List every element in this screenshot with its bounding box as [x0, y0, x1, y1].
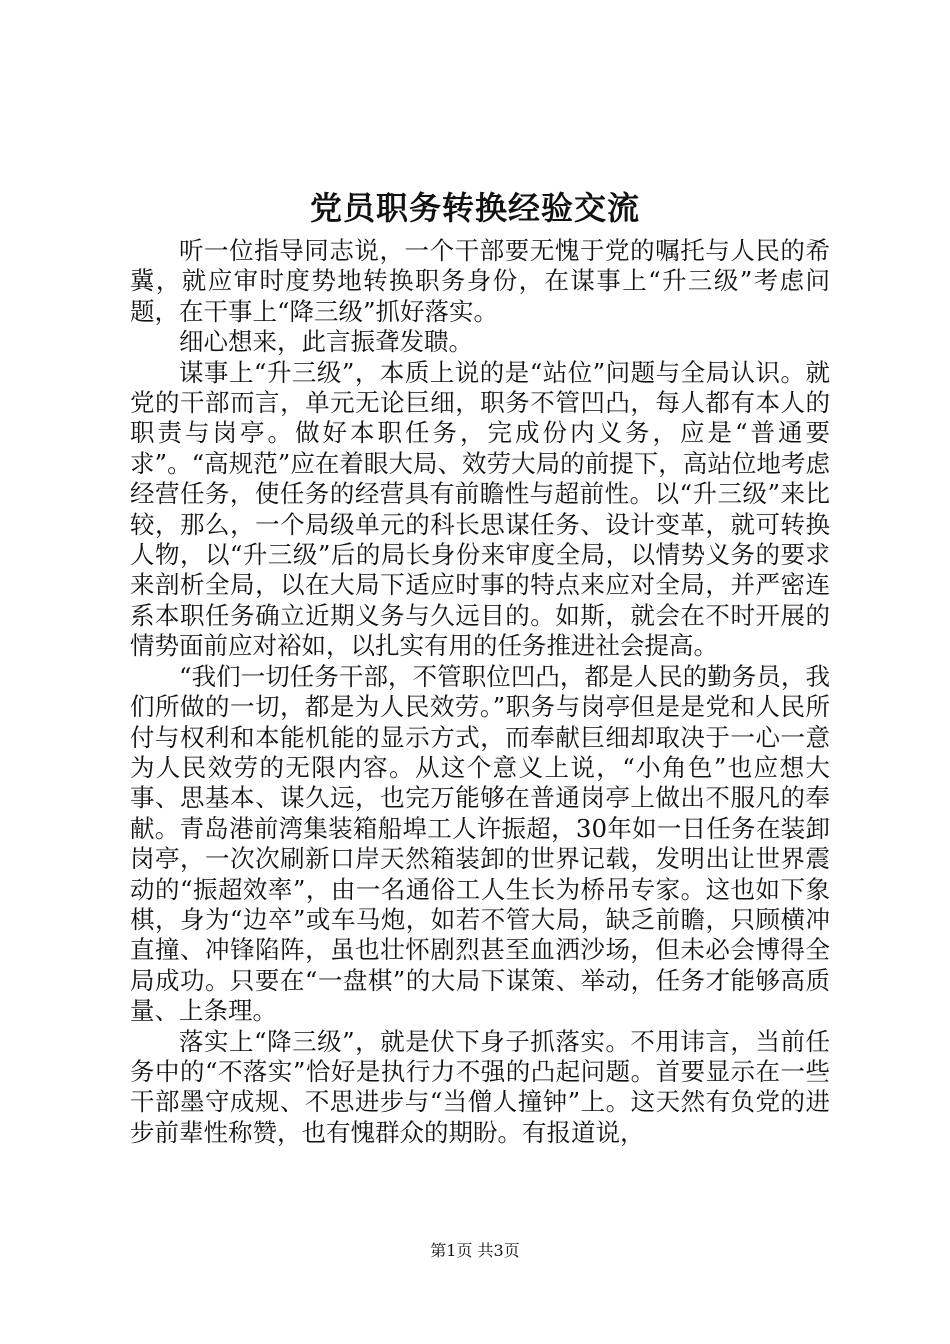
paragraph-5: 落实上“降三级”，就是伏下身子抓落实。不用讳言，当前任务中的“不落实”恰好是执行力不强的凸起问题。首要显示在一些干部墨守成规、不思进步与“当僧人撞钟”上。这天然有负党的进步前辈性称赞，也有愧群众的期盼。有报道说，: [130, 1026, 830, 1147]
page-indicator: 第1页 共3页: [430, 1241, 520, 1260]
page-footer: [0, 1240, 950, 1262]
paragraph-3: 谋事上“升三级”，本质上说的是“站位”问题与全局认识。就党的干部而言，单元无论巨细，职务不管凹凸，每人都有本人的职责与岗亭。做好本职任务，完成份内义务，应是“普通要求”。“高规范”应在着眼大局、效劳大局的前提下，高站位地考虑经营任务，使任务的经营具有前瞻性与超前性。以“升三级”来比较，那么，一个局级单元的科长思谋任务、设计变革，就可转换人物，以“升三级”后的局长身份来审度全局，以情势义务的要求来剖析全局，以在大局下适应时事的特点来应对全局，并严密连系本职任务确立近期义务与久远目的。如斯，就会在不时开展的情势面前应对裕如，以扎实有用的任务推进社会提高。: [130, 357, 830, 661]
paragraph-1: 听一位指导同志说，一个干部要无愧于党的嘱托与人民的希冀，就应审时度势地转换职务身份，在谋事上“升三级”考虑问题，在干事上“降三级”抓好落实。: [130, 236, 830, 326]
paragraph-4: “我们一切任务干部，不管职位凹凸，都是人民的勤务员，我们所做的一切，都是为人民效劳。”职务与岗亭但是是党和人民所付与权利和本能机能的显示方式，而奉献巨细却取决于一心一意为人民效劳的无限内容。从这个意义上说，“小角色”也应想大事、思基本、谋久远，也完万能够在普通岗亭上做出不服凡的奉献。青岛港前湾集装箱船埠工人许振超，30年如一日任务在装卸岗亭，一次次刷新口岸天然箱装卸的世界记载，发明出让世界震动的“振超效率”，由一名通俗工人生长为桥吊专家。这也如下象棋，身为“边卒”或车马炮，如若不管大局，缺乏前瞻，只顾横冲直撞、冲锋陷阵，虽也壮怀剧烈甚至血洒沙场，但未必会博得全局成功。只要在“一盘棋”的大局下谋策、举动，任务才能够高质量、上条理。: [130, 661, 830, 1026]
document-title: 党员职务转换经验交流: [309, 189, 640, 227]
document-body: [130, 236, 830, 1148]
paragraph-2: 细心想来，此言振聋发聩。: [179, 327, 473, 357]
